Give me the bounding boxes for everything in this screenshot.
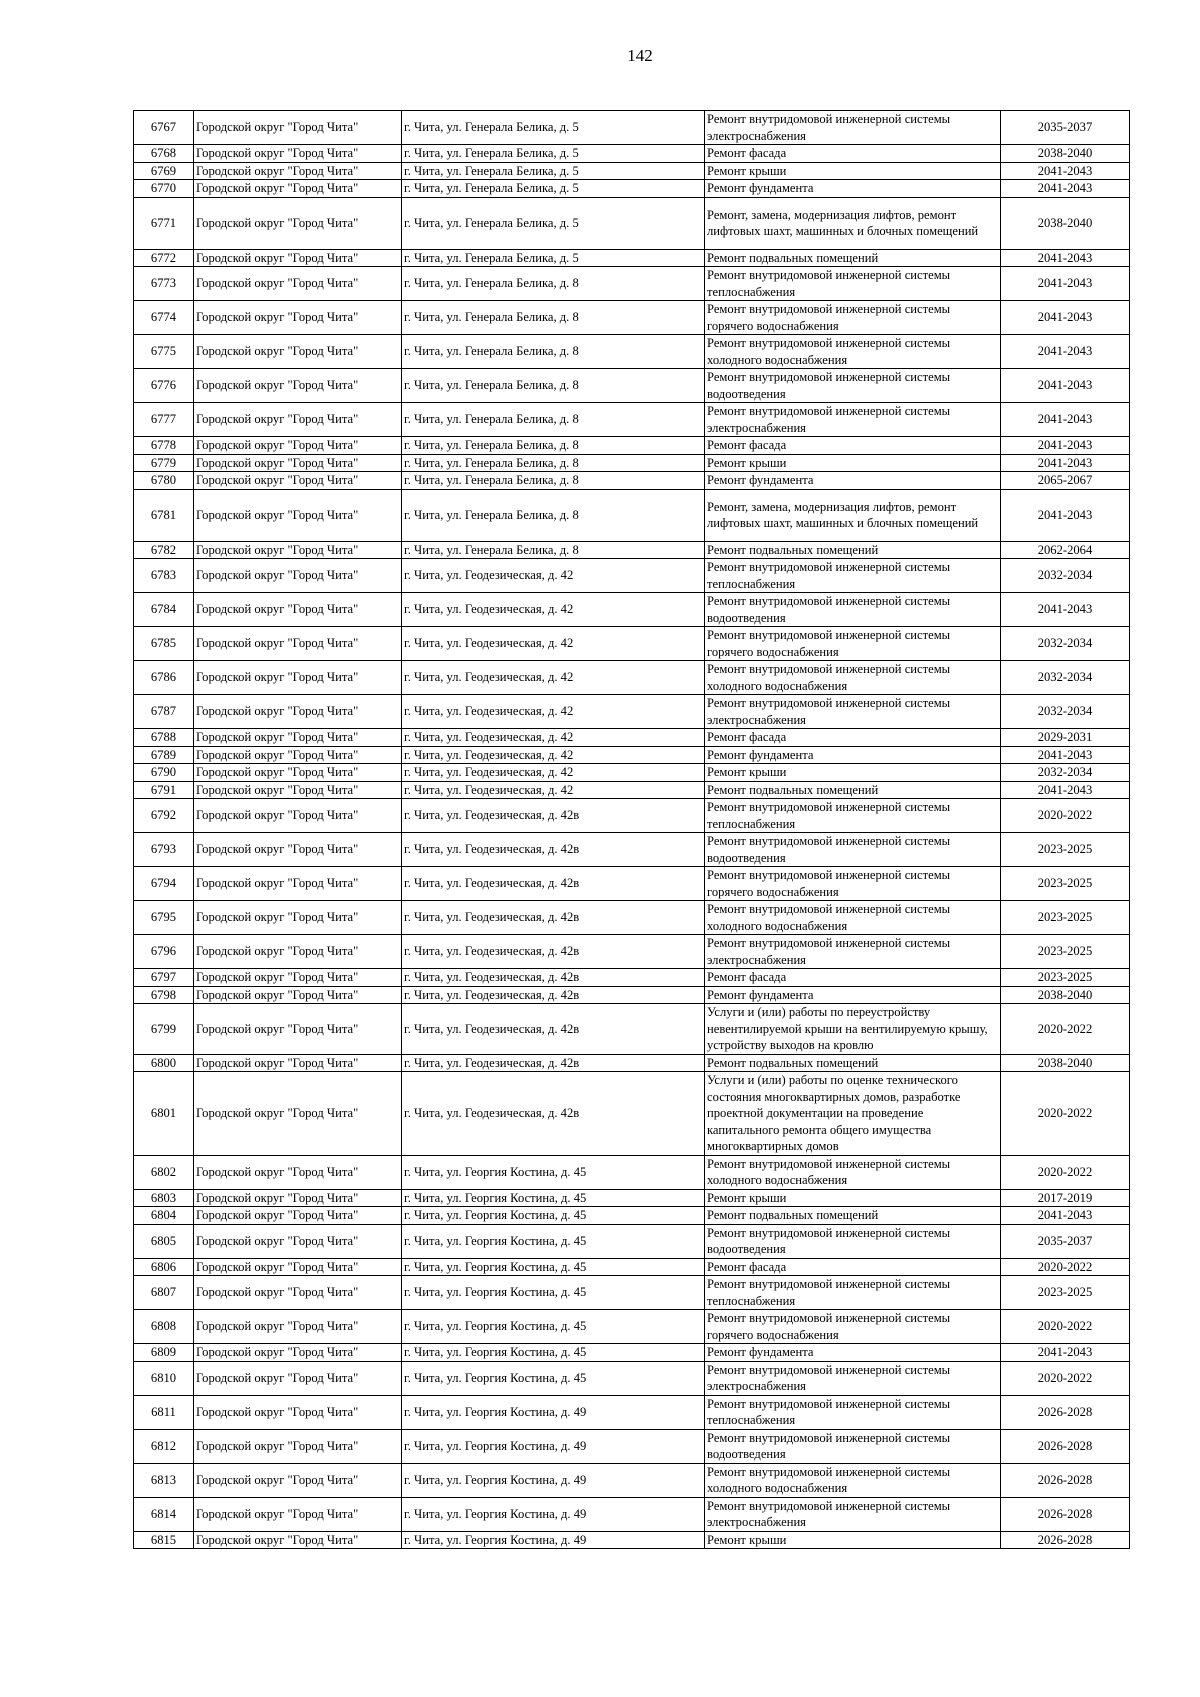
address-cell: г. Чита, ул. Генерала Белика, д. 8: [402, 541, 705, 559]
municipality-cell: Городской округ "Город Чита": [194, 781, 402, 799]
municipality-cell: Городской округ "Город Чита": [194, 986, 402, 1004]
municipality-cell: Городской округ "Город Чита": [194, 1395, 402, 1429]
work-type-cell: Ремонт внутридомовой инженерной системы теплоснабжения: [705, 1395, 1001, 1429]
period-cell: 2026-2028: [1001, 1531, 1130, 1549]
row-number-cell: 6814: [134, 1497, 194, 1531]
municipality-cell: Городской округ "Город Чита": [194, 1189, 402, 1207]
municipality-cell: Городской округ "Город Чита": [194, 1004, 402, 1055]
period-cell: 2038-2040: [1001, 1054, 1130, 1072]
work-type-cell: Ремонт подвальных помещений: [705, 1054, 1001, 1072]
row-number-cell: 6775: [134, 335, 194, 369]
municipality-cell: Городской округ "Город Чита": [194, 1531, 402, 1549]
period-cell: 2023-2025: [1001, 935, 1130, 969]
row-number-cell: 6785: [134, 627, 194, 661]
address-cell: г. Чита, ул. Георгия Костина, д. 45: [402, 1344, 705, 1362]
table-row: [134, 935, 1130, 969]
table-row: [134, 986, 1130, 1004]
work-type-cell: Ремонт подвальных помещений: [705, 1207, 1001, 1225]
municipality-cell: Городской округ "Город Чита": [194, 162, 402, 180]
period-cell: 2026-2028: [1001, 1395, 1130, 1429]
period-cell: 2032-2034: [1001, 695, 1130, 729]
period-cell: 2041-2043: [1001, 335, 1130, 369]
table-row: [134, 1054, 1130, 1072]
repair-schedule-table: [133, 110, 1130, 1549]
work-type-cell: Ремонт внутридомовой инженерной системы водоотведения: [705, 1429, 1001, 1463]
address-cell: г. Чита, ул. Георгия Костина, д. 45: [402, 1155, 705, 1189]
municipality-cell: Городской округ "Город Чита": [194, 1072, 402, 1156]
row-number-cell: 6768: [134, 145, 194, 163]
table-row: [134, 1258, 1130, 1276]
table-row: [134, 145, 1130, 163]
page-number: 142: [627, 46, 653, 65]
period-cell: 2020-2022: [1001, 1072, 1130, 1156]
work-type-cell: Ремонт крыши: [705, 454, 1001, 472]
row-number-cell: 6786: [134, 661, 194, 695]
period-cell: 2026-2028: [1001, 1497, 1130, 1531]
row-number-cell: 6772: [134, 249, 194, 267]
work-type-cell: Ремонт внутридомовой инженерной системы холодного водоснабжения: [705, 335, 1001, 369]
address-cell: г. Чита, ул. Генерала Белика, д. 8: [402, 301, 705, 335]
table-row: [134, 1310, 1130, 1344]
row-number-cell: 6791: [134, 781, 194, 799]
municipality-cell: Городской округ "Город Чита": [194, 1344, 402, 1362]
municipality-cell: Городской округ "Город Чита": [194, 403, 402, 437]
period-cell: 2041-2043: [1001, 249, 1130, 267]
address-cell: г. Чита, ул. Георгия Костина, д. 45: [402, 1207, 705, 1225]
period-cell: 2038-2040: [1001, 986, 1130, 1004]
table-row: [134, 559, 1130, 593]
row-number-cell: 6811: [134, 1395, 194, 1429]
work-type-cell: Ремонт подвальных помещений: [705, 541, 1001, 559]
municipality-cell: Городской округ "Город Чита": [194, 729, 402, 747]
work-type-cell: Ремонт внутридомовой инженерной системы водоотведения: [705, 1224, 1001, 1258]
address-cell: г. Чита, ул. Геодезическая, д. 42в: [402, 935, 705, 969]
address-cell: г. Чита, ул. Геодезическая, д. 42в: [402, 1054, 705, 1072]
period-cell: 2023-2025: [1001, 969, 1130, 987]
work-type-cell: Ремонт фундамента: [705, 472, 1001, 490]
period-cell: 2041-2043: [1001, 267, 1130, 301]
table-row: [134, 301, 1130, 335]
table-row: [134, 335, 1130, 369]
table-row: [134, 1004, 1130, 1055]
row-number-cell: 6808: [134, 1310, 194, 1344]
municipality-cell: Городской округ "Город Чита": [194, 180, 402, 198]
address-cell: г. Чита, ул. Генерала Белика, д. 8: [402, 454, 705, 472]
address-cell: г. Чита, ул. Генерала Белика, д. 5: [402, 162, 705, 180]
municipality-cell: Городской округ "Город Чита": [194, 746, 402, 764]
table-row: [134, 489, 1130, 541]
address-cell: г. Чита, ул. Геодезическая, д. 42в: [402, 986, 705, 1004]
municipality-cell: Городской округ "Город Чита": [194, 301, 402, 335]
table-row: [134, 403, 1130, 437]
work-type-cell: Ремонт внутридомовой инженерной системы холодного водоснабжения: [705, 1463, 1001, 1497]
period-cell: 2041-2043: [1001, 593, 1130, 627]
municipality-cell: Городской округ "Город Чита": [194, 335, 402, 369]
work-type-cell: Ремонт внутридомовой инженерной системы горячего водоснабжения: [705, 627, 1001, 661]
municipality-cell: Городской округ "Город Чита": [194, 489, 402, 541]
row-number-cell: 6815: [134, 1531, 194, 1549]
period-cell: 2035-2037: [1001, 111, 1130, 145]
municipality-cell: Городской округ "Город Чита": [194, 935, 402, 969]
period-cell: 2020-2022: [1001, 1004, 1130, 1055]
period-cell: 2032-2034: [1001, 764, 1130, 782]
period-cell: 2041-2043: [1001, 369, 1130, 403]
municipality-cell: Городской округ "Город Чита": [194, 437, 402, 455]
period-cell: 2041-2043: [1001, 162, 1130, 180]
row-number-cell: 6790: [134, 764, 194, 782]
work-type-cell: Ремонт, замена, модернизация лифтов, ремонт лифтовых шахт, машинных и блочных помещений: [705, 197, 1001, 249]
address-cell: г. Чита, ул. Георгия Костина, д. 45: [402, 1224, 705, 1258]
address-cell: г. Чита, ул. Геодезическая, д. 42в: [402, 1072, 705, 1156]
address-cell: г. Чита, ул. Генерала Белика, д. 5: [402, 249, 705, 267]
row-number-cell: 6788: [134, 729, 194, 747]
municipality-cell: Городской округ "Город Чита": [194, 1258, 402, 1276]
work-type-cell: Ремонт внутридомовой инженерной системы теплоснабжения: [705, 1276, 1001, 1310]
table-row: [134, 901, 1130, 935]
work-type-cell: Ремонт, замена, модернизация лифтов, ремонт лифтовых шахт, машинных и блочных помещений: [705, 489, 1001, 541]
table-row: [134, 593, 1130, 627]
row-number-cell: 6794: [134, 867, 194, 901]
municipality-cell: Городской округ "Город Чита": [194, 1155, 402, 1189]
row-number-cell: 6778: [134, 437, 194, 455]
municipality-cell: Городской округ "Город Чита": [194, 1361, 402, 1395]
address-cell: г. Чита, ул. Геодезическая, д. 42: [402, 559, 705, 593]
period-cell: 2035-2037: [1001, 1224, 1130, 1258]
period-cell: 2041-2043: [1001, 746, 1130, 764]
period-cell: 2020-2022: [1001, 1310, 1130, 1344]
work-type-cell: Ремонт внутридомовой инженерной системы электроснабжения: [705, 1497, 1001, 1531]
work-type-cell: Ремонт фундамента: [705, 986, 1001, 1004]
table-row: [134, 1344, 1130, 1362]
work-type-cell: Ремонт внутридомовой инженерной системы электроснабжения: [705, 111, 1001, 145]
period-cell: 2041-2043: [1001, 1344, 1130, 1362]
table-body: [134, 111, 1130, 1549]
address-cell: г. Чита, ул. Георгия Костина, д. 45: [402, 1258, 705, 1276]
row-number-cell: 6796: [134, 935, 194, 969]
period-cell: 2023-2025: [1001, 833, 1130, 867]
work-type-cell: Ремонт фасада: [705, 145, 1001, 163]
row-number-cell: 6777: [134, 403, 194, 437]
address-cell: г. Чита, ул. Генерала Белика, д. 8: [402, 369, 705, 403]
address-cell: г. Чита, ул. Генерала Белика, д. 8: [402, 489, 705, 541]
table-row: [134, 1497, 1130, 1531]
work-type-cell: Ремонт внутридомовой инженерной системы электроснабжения: [705, 935, 1001, 969]
table-row: [134, 764, 1130, 782]
work-type-cell: Ремонт внутридомовой инженерной системы теплоснабжения: [705, 799, 1001, 833]
address-cell: г. Чита, ул. Геодезическая, д. 42: [402, 627, 705, 661]
table-row: [134, 627, 1130, 661]
row-number-cell: 6805: [134, 1224, 194, 1258]
table-row: [134, 454, 1130, 472]
table-row: [134, 867, 1130, 901]
municipality-cell: Городской округ "Город Чита": [194, 249, 402, 267]
row-number-cell: 6792: [134, 799, 194, 833]
period-cell: 2041-2043: [1001, 301, 1130, 335]
row-number-cell: 6782: [134, 541, 194, 559]
table-row: [134, 1429, 1130, 1463]
work-type-cell: Услуги и (или) работы по оценке технического состояния многоквартирных домов, разработке проектной документации на проведение капитального ремонта общего имущества многоквартирных домов: [705, 1072, 1001, 1156]
municipality-cell: Городской округ "Город Чита": [194, 1276, 402, 1310]
address-cell: г. Чита, ул. Геодезическая, д. 42в: [402, 833, 705, 867]
address-cell: г. Чита, ул. Георгия Костина, д. 49: [402, 1497, 705, 1531]
period-cell: 2023-2025: [1001, 867, 1130, 901]
period-cell: 2041-2043: [1001, 180, 1130, 198]
row-number-cell: 6799: [134, 1004, 194, 1055]
work-type-cell: Ремонт крыши: [705, 1189, 1001, 1207]
table-row: [134, 799, 1130, 833]
address-cell: г. Чита, ул. Генерала Белика, д. 8: [402, 335, 705, 369]
work-type-cell: Услуги и (или) работы по переустройству невентилируемой крыши на вентилируемую крышу, устройству выходов на кровлю: [705, 1004, 1001, 1055]
address-cell: г. Чита, ул. Геодезическая, д. 42в: [402, 969, 705, 987]
table-row: [134, 162, 1130, 180]
work-type-cell: Ремонт фундамента: [705, 746, 1001, 764]
address-cell: г. Чита, ул. Георгия Костина, д. 45: [402, 1361, 705, 1395]
period-cell: 2020-2022: [1001, 799, 1130, 833]
municipality-cell: Городской округ "Город Чита": [194, 593, 402, 627]
period-cell: 2041-2043: [1001, 437, 1130, 455]
period-cell: 2041-2043: [1001, 781, 1130, 799]
table-row: [134, 541, 1130, 559]
work-type-cell: Ремонт внутридомовой инженерной системы электроснабжения: [705, 403, 1001, 437]
work-type-cell: Ремонт крыши: [705, 764, 1001, 782]
row-number-cell: 6789: [134, 746, 194, 764]
table-row: [134, 833, 1130, 867]
row-number-cell: 6771: [134, 197, 194, 249]
row-number-cell: 6776: [134, 369, 194, 403]
work-type-cell: Ремонт внутридомовой инженерной системы горячего водоснабжения: [705, 301, 1001, 335]
table-row: [134, 729, 1130, 747]
period-cell: 2020-2022: [1001, 1361, 1130, 1395]
period-cell: 2026-2028: [1001, 1429, 1130, 1463]
municipality-cell: Городской округ "Город Чита": [194, 369, 402, 403]
municipality-cell: Городской округ "Город Чита": [194, 541, 402, 559]
municipality-cell: Городской округ "Город Чита": [194, 661, 402, 695]
table-row: [134, 746, 1130, 764]
address-cell: г. Чита, ул. Генерала Белика, д. 8: [402, 472, 705, 490]
municipality-cell: Городской округ "Город Чита": [194, 1497, 402, 1531]
row-number-cell: 6773: [134, 267, 194, 301]
municipality-cell: Городской округ "Город Чита": [194, 799, 402, 833]
address-cell: г. Чита, ул. Георгия Костина, д. 49: [402, 1395, 705, 1429]
address-cell: г. Чита, ул. Георгия Костина, д. 49: [402, 1429, 705, 1463]
row-number-cell: 6770: [134, 180, 194, 198]
row-number-cell: 6780: [134, 472, 194, 490]
municipality-cell: Городской округ "Город Чита": [194, 969, 402, 987]
municipality-cell: Городской округ "Город Чита": [194, 901, 402, 935]
period-cell: 2062-2064: [1001, 541, 1130, 559]
period-cell: 2032-2034: [1001, 559, 1130, 593]
row-number-cell: 6781: [134, 489, 194, 541]
work-type-cell: Ремонт внутридомовой инженерной системы холодного водоснабжения: [705, 661, 1001, 695]
work-type-cell: Ремонт фундамента: [705, 1344, 1001, 1362]
table-row: [134, 369, 1130, 403]
table-row: [134, 969, 1130, 987]
period-cell: 2041-2043: [1001, 489, 1130, 541]
row-number-cell: 6807: [134, 1276, 194, 1310]
address-cell: г. Чита, ул. Генерала Белика, д. 5: [402, 197, 705, 249]
row-number-cell: 6803: [134, 1189, 194, 1207]
row-number-cell: 6784: [134, 593, 194, 627]
row-number-cell: 6769: [134, 162, 194, 180]
table-row: [134, 1463, 1130, 1497]
work-type-cell: Ремонт фасада: [705, 969, 1001, 987]
municipality-cell: Городской округ "Город Чита": [194, 559, 402, 593]
row-number-cell: 6779: [134, 454, 194, 472]
address-cell: г. Чита, ул. Георгия Костина, д. 45: [402, 1276, 705, 1310]
row-number-cell: 6813: [134, 1463, 194, 1497]
municipality-cell: Городской округ "Город Чита": [194, 627, 402, 661]
work-type-cell: Ремонт внутридомовой инженерной системы горячего водоснабжения: [705, 1310, 1001, 1344]
row-number-cell: 6809: [134, 1344, 194, 1362]
row-number-cell: 6804: [134, 1207, 194, 1225]
row-number-cell: 6795: [134, 901, 194, 935]
municipality-cell: Городской округ "Город Чита": [194, 695, 402, 729]
address-cell: г. Чита, ул. Геодезическая, д. 42: [402, 695, 705, 729]
municipality-cell: Городской округ "Город Чита": [194, 472, 402, 490]
address-cell: г. Чита, ул. Геодезическая, д. 42: [402, 661, 705, 695]
table-row: [134, 1531, 1130, 1549]
period-cell: 2041-2043: [1001, 403, 1130, 437]
work-type-cell: Ремонт внутридомовой инженерной системы горячего водоснабжения: [705, 867, 1001, 901]
table-row: [134, 1361, 1130, 1395]
work-type-cell: Ремонт внутридомовой инженерной системы водоотведения: [705, 833, 1001, 867]
address-cell: г. Чита, ул. Генерала Белика, д. 8: [402, 403, 705, 437]
address-cell: г. Чита, ул. Геодезическая, д. 42: [402, 593, 705, 627]
period-cell: 2041-2043: [1001, 454, 1130, 472]
period-cell: 2032-2034: [1001, 661, 1130, 695]
table-row: [134, 661, 1130, 695]
period-cell: 2038-2040: [1001, 197, 1130, 249]
row-number-cell: 6793: [134, 833, 194, 867]
work-type-cell: Ремонт фасада: [705, 1258, 1001, 1276]
address-cell: г. Чита, ул. Генерала Белика, д. 8: [402, 437, 705, 455]
work-type-cell: Ремонт внутридомовой инженерной системы водоотведения: [705, 369, 1001, 403]
row-number-cell: 6774: [134, 301, 194, 335]
row-number-cell: 6800: [134, 1054, 194, 1072]
work-type-cell: Ремонт крыши: [705, 162, 1001, 180]
address-cell: г. Чита, ул. Георгия Костина, д. 49: [402, 1531, 705, 1549]
address-cell: г. Чита, ул. Георгия Костина, д. 45: [402, 1189, 705, 1207]
address-cell: г. Чита, ул. Георгия Костина, д. 45: [402, 1310, 705, 1344]
municipality-cell: Городской округ "Город Чита": [194, 764, 402, 782]
address-cell: г. Чита, ул. Геодезическая, д. 42: [402, 746, 705, 764]
table-row: [134, 695, 1130, 729]
table-row: [134, 437, 1130, 455]
work-type-cell: Ремонт крыши: [705, 1531, 1001, 1549]
municipality-cell: Городской округ "Город Чита": [194, 1463, 402, 1497]
row-number-cell: 6797: [134, 969, 194, 987]
table-row: [134, 1155, 1130, 1189]
work-type-cell: Ремонт фасада: [705, 437, 1001, 455]
period-cell: 2032-2034: [1001, 627, 1130, 661]
period-cell: 2029-2031: [1001, 729, 1130, 747]
municipality-cell: Городской округ "Город Чита": [194, 1310, 402, 1344]
period-cell: 2026-2028: [1001, 1463, 1130, 1497]
work-type-cell: Ремонт внутридомовой инженерной системы электроснабжения: [705, 695, 1001, 729]
municipality-cell: Городской округ "Город Чита": [194, 833, 402, 867]
table-row: [134, 1189, 1130, 1207]
row-number-cell: 6767: [134, 111, 194, 145]
period-cell: 2065-2067: [1001, 472, 1130, 490]
period-cell: 2023-2025: [1001, 901, 1130, 935]
work-type-cell: Ремонт внутридомовой инженерной системы холодного водоснабжения: [705, 901, 1001, 935]
table-row: [134, 1072, 1130, 1156]
municipality-cell: Городской округ "Город Чита": [194, 1224, 402, 1258]
period-cell: 2023-2025: [1001, 1276, 1130, 1310]
row-number-cell: 6801: [134, 1072, 194, 1156]
municipality-cell: Городской округ "Город Чита": [194, 267, 402, 301]
table-row: [134, 111, 1130, 145]
period-cell: 2020-2022: [1001, 1155, 1130, 1189]
address-cell: г. Чита, ул. Генерала Белика, д. 5: [402, 180, 705, 198]
municipality-cell: Городской округ "Город Чита": [194, 867, 402, 901]
address-cell: г. Чита, ул. Геодезическая, д. 42в: [402, 867, 705, 901]
work-type-cell: Ремонт подвальных помещений: [705, 781, 1001, 799]
table-row: [134, 1276, 1130, 1310]
municipality-cell: Городской округ "Город Чита": [194, 454, 402, 472]
work-type-cell: Ремонт внутридомовой инженерной системы холодного водоснабжения: [705, 1155, 1001, 1189]
municipality-cell: Городской округ "Город Чита": [194, 1429, 402, 1463]
address-cell: г. Чита, ул. Генерала Белика, д. 5: [402, 111, 705, 145]
municipality-cell: Городской округ "Город Чита": [194, 1054, 402, 1072]
table-row: [134, 197, 1130, 249]
row-number-cell: 6802: [134, 1155, 194, 1189]
table-row: [134, 267, 1130, 301]
period-cell: 2020-2022: [1001, 1258, 1130, 1276]
address-cell: г. Чита, ул. Геодезическая, д. 42в: [402, 1004, 705, 1055]
municipality-cell: Городской округ "Город Чита": [194, 197, 402, 249]
address-cell: г. Чита, ул. Генерала Белика, д. 8: [402, 267, 705, 301]
table-row: [134, 1224, 1130, 1258]
row-number-cell: 6810: [134, 1361, 194, 1395]
address-cell: г. Чита, ул. Генерала Белика, д. 5: [402, 145, 705, 163]
work-type-cell: Ремонт внутридомовой инженерной системы теплоснабжения: [705, 559, 1001, 593]
address-cell: г. Чита, ул. Георгия Костина, д. 49: [402, 1463, 705, 1497]
row-number-cell: 6783: [134, 559, 194, 593]
address-cell: г. Чита, ул. Геодезическая, д. 42: [402, 729, 705, 747]
work-type-cell: Ремонт внутридомовой инженерной системы водоотведения: [705, 593, 1001, 627]
work-type-cell: Ремонт внутридомовой инженерной системы электроснабжения: [705, 1361, 1001, 1395]
work-type-cell: Ремонт фундамента: [705, 180, 1001, 198]
table-row: [134, 781, 1130, 799]
row-number-cell: 6798: [134, 986, 194, 1004]
work-type-cell: Ремонт фасада: [705, 729, 1001, 747]
municipality-cell: Городской округ "Город Чита": [194, 1207, 402, 1225]
work-type-cell: Ремонт подвальных помещений: [705, 249, 1001, 267]
table-row: [134, 472, 1130, 490]
period-cell: 2041-2043: [1001, 1207, 1130, 1225]
table-row: [134, 180, 1130, 198]
address-cell: г. Чита, ул. Геодезическая, д. 42в: [402, 901, 705, 935]
municipality-cell: Городской округ "Город Чита": [194, 145, 402, 163]
table-row: [134, 1395, 1130, 1429]
address-cell: г. Чита, ул. Геодезическая, д. 42: [402, 764, 705, 782]
table-row: [134, 1207, 1130, 1225]
row-number-cell: 6812: [134, 1429, 194, 1463]
address-cell: г. Чита, ул. Геодезическая, д. 42в: [402, 799, 705, 833]
row-number-cell: 6806: [134, 1258, 194, 1276]
period-cell: 2038-2040: [1001, 145, 1130, 163]
period-cell: 2017-2019: [1001, 1189, 1130, 1207]
row-number-cell: 6787: [134, 695, 194, 729]
table-row: [134, 249, 1130, 267]
address-cell: г. Чита, ул. Геодезическая, д. 42: [402, 781, 705, 799]
municipality-cell: Городской округ "Город Чита": [194, 111, 402, 145]
work-type-cell: Ремонт внутридомовой инженерной системы теплоснабжения: [705, 267, 1001, 301]
